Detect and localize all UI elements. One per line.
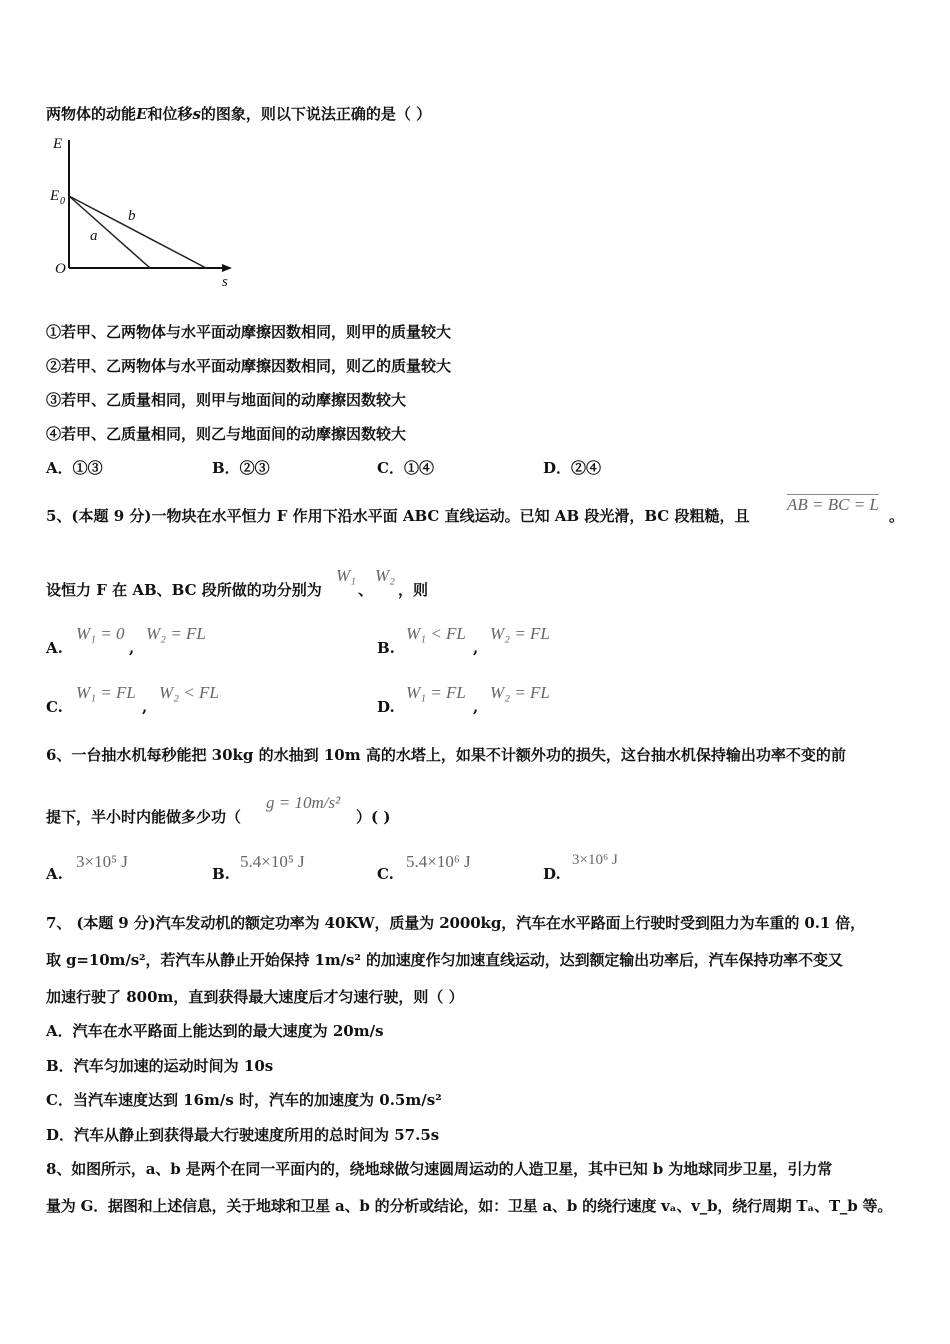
q5-option-a-m2: W₂ = FL xyxy=(146,624,206,643)
q5-option-b-m2: W₂ = FL xyxy=(490,624,550,643)
e0-subscript: 0 xyxy=(60,196,65,207)
q5-option-c-m1: W₁ = FL xyxy=(76,683,136,702)
q5-option-d-comma: , xyxy=(473,698,479,716)
stem-text: 两物体的动能 xyxy=(46,105,137,123)
q5-option-a-m1: W₁ = 0 xyxy=(76,624,125,643)
q6-option-b-value: 5.4×10⁵ J xyxy=(240,852,305,871)
q6-option-a-value: 3×10⁵ J xyxy=(76,852,128,871)
q5-option-a-label[interactable]: A. xyxy=(46,639,63,657)
line-a-label: a xyxy=(90,228,98,244)
q5-option-d-label[interactable]: D. xyxy=(377,698,395,716)
q7-line-3: 加速行驶了 800m，直到获得最大速度后才匀速行驶，则（ ） xyxy=(46,988,464,1006)
q7-line-2: 取 g=10m/s²，若汽车从静止开始保持 1m/s² 的加速度作匀加速直线运动，达到额定输出功率后，汽车保持功率不变又 xyxy=(46,951,843,969)
q5-option-d-m2: W₂ = FL xyxy=(490,683,550,702)
q7-option-b[interactable]: B．汽车匀加速的运动时间为 10s xyxy=(46,1057,274,1075)
question-stem xyxy=(46,103,431,124)
q6-g-value: g = 10m/s² xyxy=(266,793,341,812)
q8-line-1: 8、如图所示，a、b 是两个在同一平面内的，绕地球做匀速圆周运动的人造卫星，其中已知 b 为地球同步卫星，引力常 xyxy=(46,1160,833,1178)
q4-option-a[interactable]: A．①③ xyxy=(46,459,103,477)
q6-text-2-pre: 提下，半小时内能做多少功（ xyxy=(46,808,242,826)
q5-text-2-main: 设恒力 F 在 AB、BC 段所做的功分别为 xyxy=(46,581,322,599)
q5-option-c-comma: , xyxy=(142,698,148,716)
q5-option-b-m1: W₁ < FL xyxy=(406,624,466,643)
q5-text-2 xyxy=(46,579,322,600)
q6-option-b-label[interactable]: B. xyxy=(212,865,230,883)
statement-3: ③若甲、乙质量相同，则甲与地面间的动摩擦因数较大 xyxy=(46,391,407,409)
stem-text: 的图象，则以下说法正确的是（ ） xyxy=(200,105,432,123)
q7-option-d[interactable]: D．汽车从静止到获得最大行驶速度所用的总时间为 57.5s xyxy=(46,1126,440,1144)
q5-option-a-comma: , xyxy=(129,639,135,657)
q5-sep: 、 xyxy=(358,581,374,599)
statement-1: ①若甲、乙两物体与水平面动摩擦因数相同，则甲的质量较大 xyxy=(46,323,452,341)
q5-period: 。 xyxy=(889,507,905,525)
e0-label: E xyxy=(50,188,60,204)
stem-text: 和位移 xyxy=(147,105,193,123)
q5-w1: W₁ xyxy=(336,566,357,585)
q4-option-b[interactable]: B．②③ xyxy=(212,459,270,477)
q4-option-d[interactable]: D．②④ xyxy=(543,459,602,477)
q6-option-c-label[interactable]: C. xyxy=(377,865,394,883)
stem-var-e: E xyxy=(136,105,148,123)
origin-label: O xyxy=(55,261,66,277)
stem-var-s: s xyxy=(192,105,201,123)
q8-line-2: 量为 G．据图和上述信息，关于地球和卫星 a、b 的分析或结论，如：卫星 a、b 的绕行速度 vₐ、v_b，绕行周期 Tₐ、T_b 等。 xyxy=(46,1197,893,1215)
q5-w2: W₂ xyxy=(375,566,396,585)
q4-option-c[interactable]: C．①④ xyxy=(377,459,434,477)
q6-option-d-value: 3×10⁶ J xyxy=(572,852,618,868)
statement-2: ②若甲、乙两物体与水平面动摩擦因数相同，则乙的质量较大 xyxy=(46,357,452,375)
q7-line-1: 7、 (本题 9 分)汽车发动机的额定功率为 40KW，质量为 2000kg，汽车在水平路面上行驶时受到阻力为车重的 0.1 倍， xyxy=(46,914,866,932)
q5-equation: AB = BC = L xyxy=(787,495,879,514)
x-axis-arrow xyxy=(222,264,232,272)
q6-option-d-label[interactable]: D. xyxy=(543,865,561,883)
q5-option-b-comma: , xyxy=(473,639,479,657)
q5-option-b-label[interactable]: B. xyxy=(377,639,395,657)
q5-option-c-m2: W₂ < FL xyxy=(159,683,219,702)
energy-displacement-graph xyxy=(44,128,244,293)
q6-text-1: 6、一台抽水机每秒能把 30kg 的水抽到 10m 高的水塔上，如果不计额外功的损失，这台抽水机保持输出功率不变的前 xyxy=(46,746,846,764)
q7-option-c[interactable]: C．当汽车速度达到 16m/s 时，汽车的加速度为 0.5m/s² xyxy=(46,1091,442,1109)
q5-option-c-label[interactable]: C. xyxy=(46,698,63,716)
q6-option-a-label[interactable]: A. xyxy=(46,865,63,883)
q5-text-2-end: ，则 xyxy=(398,581,429,599)
statement-4: ④若甲、乙质量相同，则乙与地面间的动摩擦因数较大 xyxy=(46,425,407,443)
y-axis-label: E xyxy=(53,136,63,152)
q5-option-d-m1: W₁ = FL xyxy=(406,683,466,702)
q6-option-c-value: 5.4×10⁶ J xyxy=(406,852,471,871)
x-axis-label: s xyxy=(222,274,228,290)
q6-text-2-post: ）( ) xyxy=(356,808,391,826)
q5-text-1: 5、(本题 9 分)一物块在水平恒力 F 作用下沿水平面 ABC 直线运动。已知 AB 段光滑，BC 段粗糙，且 xyxy=(46,507,750,525)
line-b-label: b xyxy=(128,208,136,224)
q7-option-a[interactable]: A．汽车在水平路面上能达到的最大速度为 20m/s xyxy=(46,1022,384,1040)
